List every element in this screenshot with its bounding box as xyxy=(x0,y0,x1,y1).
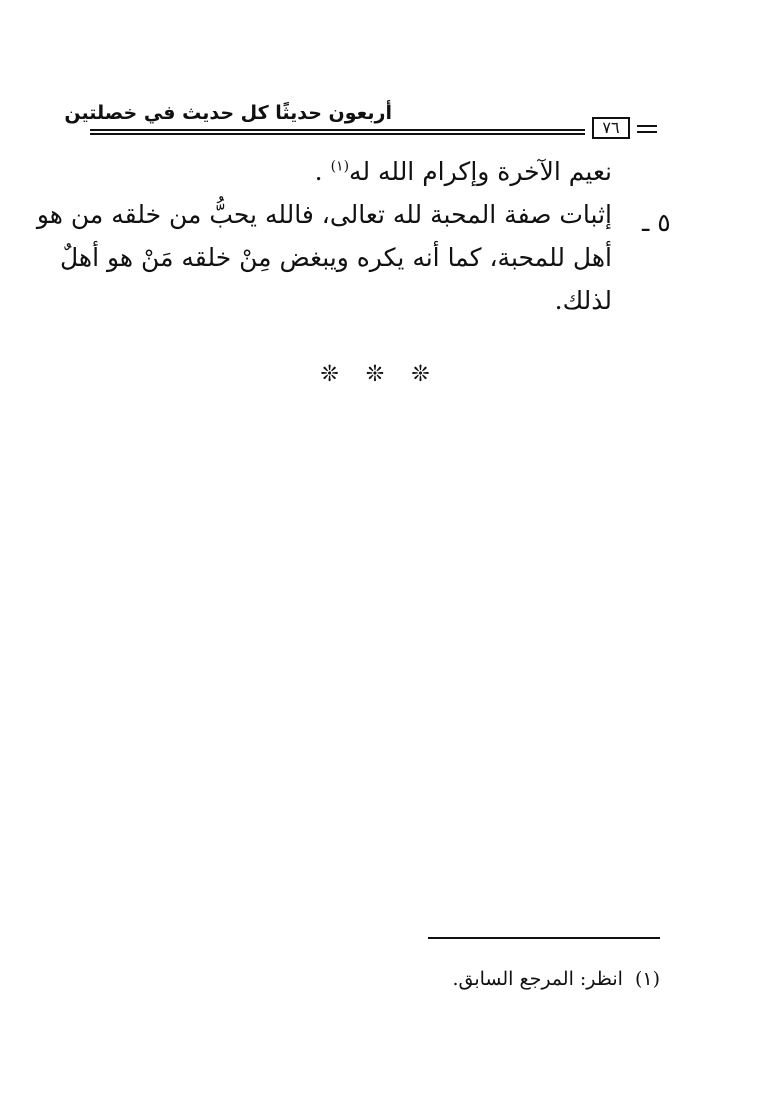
body-line-2: إثبات صفة المحبة لله تعالى، فالله يحبُّ من خلقه من هو xyxy=(36,200,612,229)
footnote-ref: (١) xyxy=(330,158,350,175)
footnote xyxy=(452,968,660,990)
footnote-text: انظر: المرجع السابق. xyxy=(452,968,623,990)
header-rule-right-lower xyxy=(637,131,657,133)
header-rule-right-upper xyxy=(637,125,657,127)
footnote-mark: (١) xyxy=(634,968,660,990)
footnote-rule xyxy=(428,937,660,939)
section-separator: ❊ ❊ ❊ xyxy=(320,362,440,387)
body-line-4: لذلك. xyxy=(554,286,612,315)
running-title: أربعون حديثًا كل حديث في خصلتين xyxy=(64,102,392,124)
header-rule-main xyxy=(90,129,585,131)
header-rule-main-lower xyxy=(90,133,585,135)
body-line-1 xyxy=(92,150,612,193)
body-line-1-end: . xyxy=(314,157,331,186)
body-line-3: أهل للمحبة، كما أنه يكره ويبغض مِنْ خلقه مَنْ هو أهلٌ xyxy=(59,243,612,272)
page-number: ٧٦ xyxy=(592,117,630,139)
item-number: ٥ ـ xyxy=(642,208,671,237)
body-line-1-text: نعيم الآخرة وإكرام الله له xyxy=(349,157,612,186)
body-text xyxy=(36,150,612,322)
